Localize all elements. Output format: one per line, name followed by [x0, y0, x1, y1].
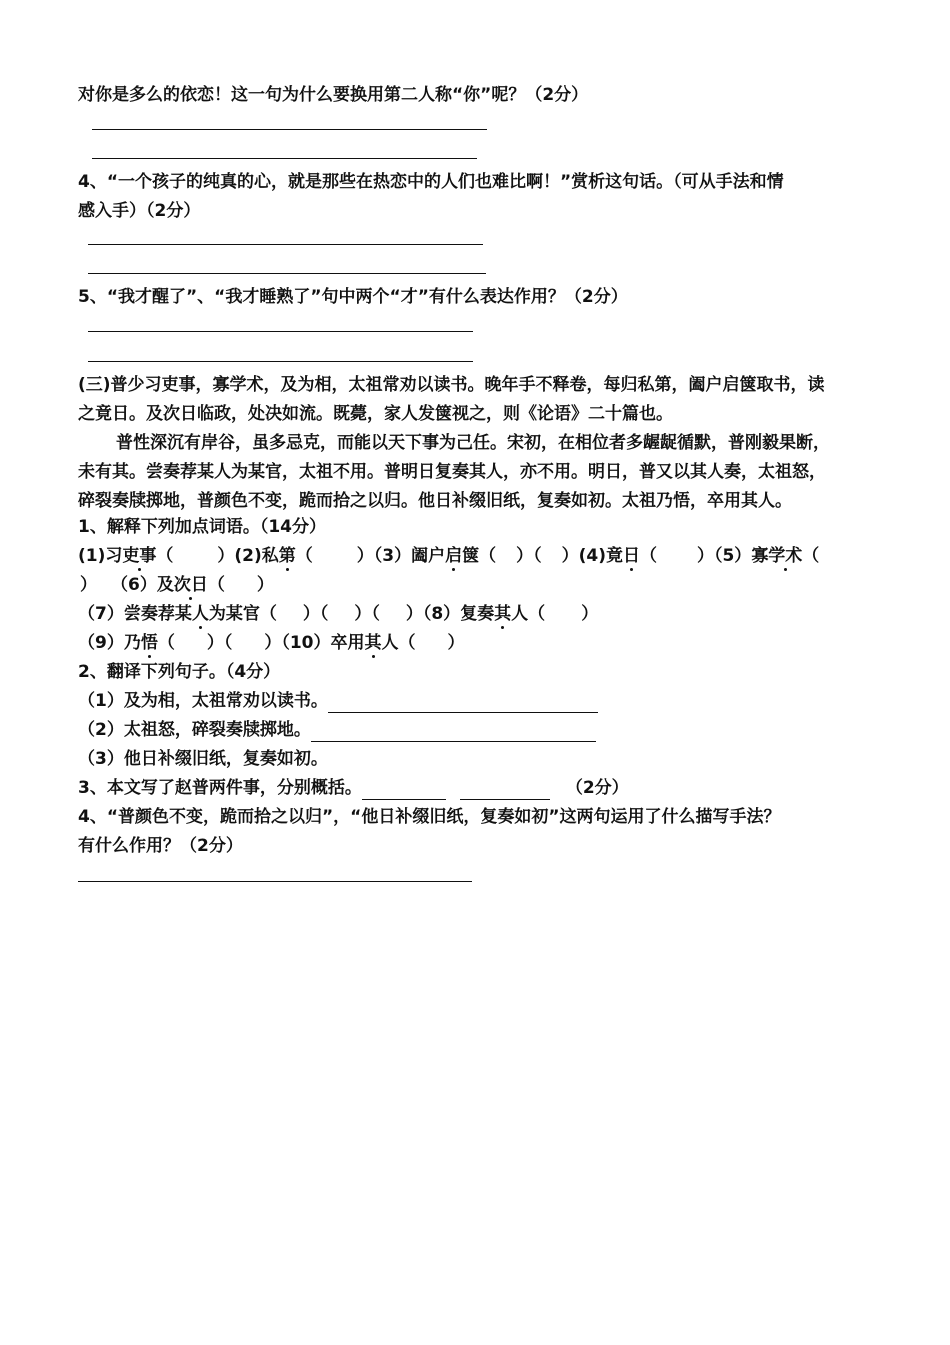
dotted-word: 私第（: [261, 546, 313, 566]
dotted-word: 阖户启箧（: [411, 546, 497, 566]
exercise-1-heading: 1、解释下列加点词语。（14分）: [78, 517, 326, 537]
answer-line[interactable]: [92, 129, 487, 130]
item-number: ）: [80, 575, 97, 595]
item-number: （9）: [78, 633, 124, 653]
answer-blank[interactable]: [362, 781, 446, 800]
question-4-line2: 感入手）（2分）: [78, 201, 201, 221]
item-number: （6）: [111, 575, 157, 595]
translate-2: [78, 718, 596, 742]
dotted-word: 卒用其人（: [330, 633, 416, 653]
item-number: ）: [581, 604, 599, 624]
answer-line[interactable]: [88, 244, 483, 245]
answer-line[interactable]: [92, 158, 477, 159]
translate-3-text: （3）他日补缀旧纸，复奏如初。: [78, 749, 328, 769]
item-number: ）（8）: [405, 604, 461, 624]
answer-blank[interactable]: [328, 694, 598, 713]
answer-line[interactable]: [88, 361, 473, 362]
dotted-word: 复奏其人（: [460, 604, 546, 624]
passage-3-line4: 未有其。尝奏荐某人为某官，太祖不用。普明日复奏其人，亦不用。明日，普又以其人奏，太祖怒，: [78, 462, 826, 482]
item-number: ）（: [516, 546, 542, 566]
exercise-4-line2: 有什么作用？（2分）: [78, 836, 243, 856]
question-5: 5、“我才醒了”、“我才睡熟了”句中两个“才”有什么表达作用？（2分）: [78, 287, 628, 307]
item-number: ）（3）: [356, 546, 412, 566]
passage-3-line5: 碎裂奏牍掷地，普颜色不变，跪而拾之以归。他日补缀旧纸，复奏如初。太祖乃悟，卒用其人。: [78, 491, 792, 511]
answer-line[interactable]: [88, 273, 486, 274]
item-number: ）: [256, 575, 274, 595]
answer-blank[interactable]: [460, 781, 550, 800]
vocab-row-2: [78, 573, 274, 597]
question-3-tail: 对你是多么的依恋！这一句为什么要换用第二人称“你”呢？（2分）: [78, 85, 589, 105]
item-number: ）: [447, 633, 465, 653]
answer-line[interactable]: [88, 331, 473, 332]
vocab-row-3: [78, 602, 598, 626]
score-label: （2分）: [565, 778, 629, 798]
passage-3-line1: (三)普少习吏事，寡学术，及为相，太祖常劝以读书。晚年手不释卷，每归私第，阖户启箧取书，读: [78, 375, 825, 395]
item-number: （7）: [78, 604, 124, 624]
question-4-line1: 4、“一个孩子的纯真的心，就是那些在热恋中的人们也难比啊！”赏析这句话。（可从手法和情: [78, 172, 784, 192]
vocab-row-1: [78, 544, 819, 568]
vocab-row-4: [78, 631, 465, 655]
item-number: ）(4): [561, 546, 606, 566]
exercise-3: [78, 776, 629, 800]
exercise-3-text: 3、本文写了赵普两件事，分别概括。: [78, 778, 362, 798]
item-number: ）（10）: [264, 633, 331, 653]
dotted-word: 习吏事（: [105, 546, 174, 566]
item-number: ）（: [302, 604, 329, 624]
answer-blank[interactable]: [311, 723, 596, 742]
passage-3-line2: 之竟日。及次日临政，处决如流。既薨，家人发箧视之，则《论语》二十篇也。: [78, 404, 673, 424]
dotted-word: 及次日（: [156, 575, 225, 595]
dotted-word: 寡学术（: [751, 546, 820, 566]
item-number: (1): [78, 546, 106, 566]
exercise-2-heading: 2、翻译下列句子。（4分）: [78, 662, 281, 682]
translate-1-text: （1）及为相，太祖常劝以读书。: [78, 691, 328, 711]
exercise-4-line1: 4、“普颜色不变，跪而拾之以归”，“他日补缀旧纸，复奏如初”这两句运用了什么描写手法？: [78, 807, 781, 827]
item-number: ）（5）: [696, 546, 752, 566]
item-number: ）（: [354, 604, 380, 624]
translate-2-text: （2）太祖怒，碎裂奏牍掷地。: [78, 720, 311, 740]
dotted-word: 乃悟（: [123, 633, 175, 653]
item-number: ）(2): [217, 546, 262, 566]
translate-1: [78, 689, 598, 713]
dotted-word: 竟日（: [605, 546, 657, 566]
translate-3: [78, 747, 328, 771]
dotted-word: 尝奏荐某人为某官（: [123, 604, 277, 624]
passage-3-line3: 普性深沉有岸谷，虽多忌克，而能以天下事为己任。宋初，在相位者多龌龊循默，普刚毅果断，: [116, 433, 830, 453]
answer-line[interactable]: [78, 881, 472, 882]
item-number: ）（: [206, 633, 233, 653]
